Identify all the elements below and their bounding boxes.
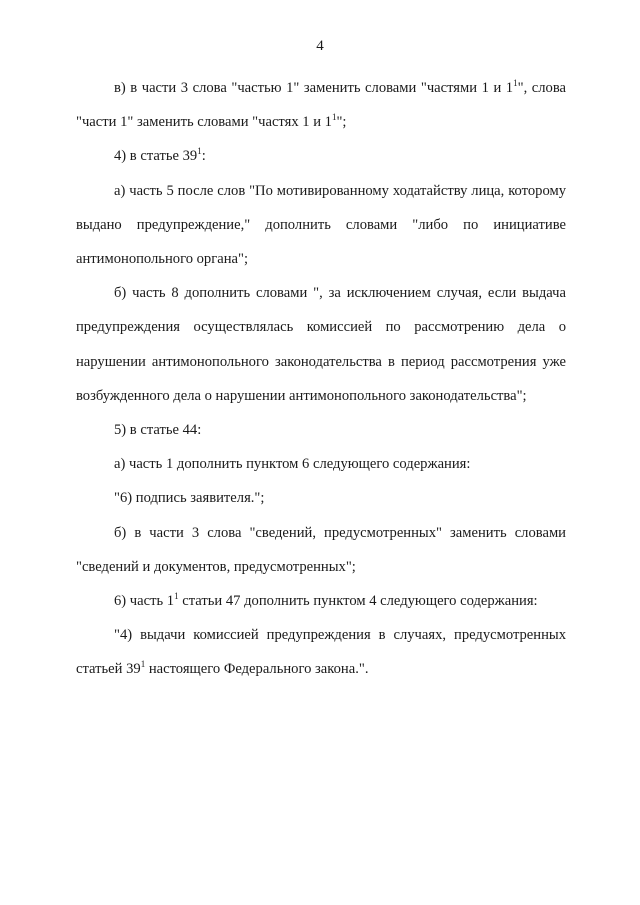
text-run: "6) подпись заявителя."; [114,490,265,507]
text-run: "4) выдачи комиссией предупреждения в случаях, предусмотренных статьей 39 [76,627,566,678]
paragraph-applicant-signature [76,481,566,515]
paragraph-part-3-amendment [76,71,566,139]
superscript: 1 [174,591,179,602]
superscript: 1 [197,146,202,157]
superscript: 1 [331,112,337,123]
text-run: а) часть 5 после слов "По мотивированному ходатайству лица, которому выдано предупреждение," дополнить словами "либо по инициативе антимонопольного органа"; [76,182,566,268]
superscript: 1 [513,78,518,88]
text-run: а) часть 1 дополнить пунктом 6 следующего содержания: [114,456,471,473]
paragraph-part-3-documents [76,516,566,584]
text-run: настоящего Федерального закона.". [145,661,369,678]
paragraph-part-5 [76,174,566,277]
paragraph-article-44 [76,413,566,447]
document-body [76,71,566,687]
text-run: 4) в статье 39 [114,148,198,165]
text-run: статьи 47 дополнить пунктом 4 следующего содержания: [178,593,538,610]
text-run: "; [336,114,347,131]
text-run: в) в части 3 слова "частью 1" заменить словами "частями 1 и 1 [114,80,514,96]
text-run: 5) в статье 44: [114,422,202,439]
paragraph-article-39-1 [76,139,566,173]
page-number: 4 [316,38,324,54]
paragraph-article-47 [76,584,566,618]
text-run: : [201,148,206,165]
superscript: 1 [140,659,146,670]
paragraph-item-4-warning [76,618,566,686]
text-run: ", слова "части 1" заменить словами "частях 1 и 1 [76,80,566,131]
text-run: б) часть 8 дополнить словами ", за исключением случая, если выдача предупреждения осуществлялась комиссией по рассмотрению дела о нарушении антимонопольного законодательства в период рассмотрения уже возбужденного дела о нарушении антимонопольного законодательства"; [76,285,566,404]
text-run: б) в части 3 слова "сведений, предусмотренных" заменить словами "сведений и документов, предусмотренных"; [76,524,566,575]
paragraph-part-8 [76,276,566,413]
text-run: 6) часть 1 [114,593,175,610]
paragraph-part-1-item-6 [76,447,566,481]
